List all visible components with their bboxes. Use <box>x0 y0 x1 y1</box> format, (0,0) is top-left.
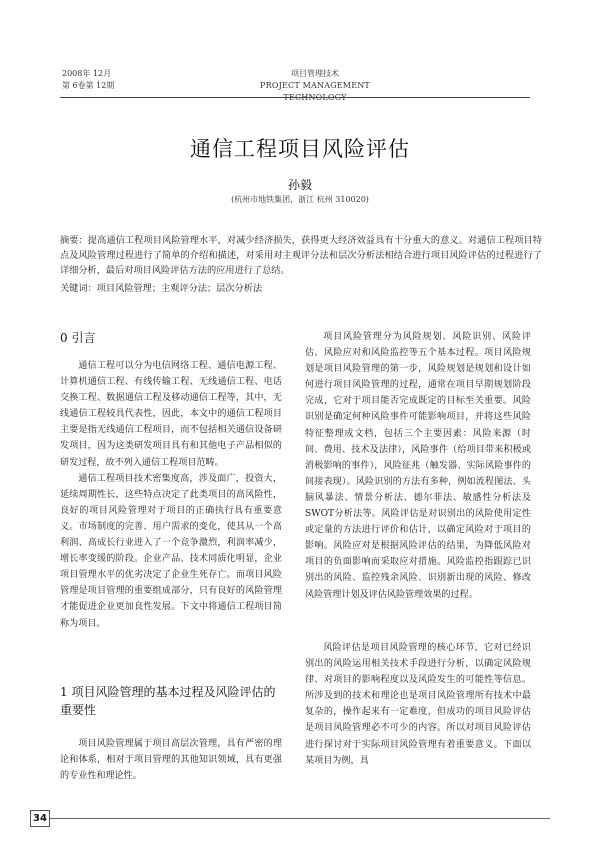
left-column-body-2 <box>60 736 282 784</box>
paragraph-risk-assessment: 风险评估是项目风险管理的核心环节，它对已经识别出的风险运用相关技术手段进行分析，以确定风险规律、对项目的影响程度以及风险发生的可能性等信息。所涉及到的技术和理论也是项目风险管理所有技术中最复杂的，操作起来有一定难度，但成功的项目风险评估是项目风险管理必不可少的内容。所以对项目风险评估进行探讨对于实际项目风险管理有着重要意义。下面以某项目为例，具 <box>305 643 531 766</box>
right-column-body <box>305 329 531 603</box>
journal-name-cn: 项目管理技术 <box>291 69 339 78</box>
issue-line-2: 第 6卷第 12期 <box>62 81 115 90</box>
right-column-body-2 <box>305 640 531 769</box>
keywords: 关键词：项目风险管理；主观评分法；层次分析法 <box>60 283 263 294</box>
paragraph-intro-2: 通信工程项目技术密集度高，涉及面广，投资大，延续周期性长，这些特点决定了此类项目的高风险性，良好的项目风险管理对于项目的正确执行具有重要意义。市场制度的完善、用户需求的变化，使其从一个高利润、高成长行业进入了一个竞争激烈，利润率减少，增长率变缓的阶段。企业产品、技术同质化明显，企业项目管理水平的优劣决定了企业生死存亡。而项目风险管理是项目管理的重要组成部分，只有良好的风险管理才能促进企业更加良性发展。下文中将通信工程项目简称为项目。 <box>60 473 282 629</box>
section-1-heading: 1 项目风险管理的基本过程及风险评估的重要性 <box>60 685 276 717</box>
footer-divider <box>50 818 550 819</box>
journal-name <box>230 68 400 104</box>
author-affiliation: (杭州市地铁集团，浙江 杭州 310020) <box>231 195 369 204</box>
paragraph-risk-process: 项目风险管理分为风险规划、风险识别、风险评估、风险应对和风险监控等五个基本过程。项目风险规划是项目风险管理的第一步，风险规划是规划和设计如何进行项目风险管理的过程，通常在项目早期规划阶段完成，它对于项目能否完成既定的目标至关重要。风险识别是确定何种风险事件可能影响项目，并将这些风险特征整理成文档，包括三个主要因素：风险来源（时间、费用、技术及法律），风险事件（给项目带来积极或消极影响的事件），风险征兆（触发器、实际风险事件的间接表现）。风险识别的方法有多种，例如流程图法、头脑风暴法、情景分析法、德尔菲法、敏感性分析法及 SWOT分析法等。风险评估是对识别出的风险使用定性或定量的方法进行评价和估计，以确定风险对于项目的影响。风险应对是根据风险评估的结果，为降低风险对项目的负面影响而采取应对措施。风险监控指跟踪已识别出的风险、监控残余风险、识别新出现的风险、修改风险管理计划及评估风险管理效果的过程。 <box>305 332 531 600</box>
header-divider <box>60 97 530 98</box>
left-column-body <box>60 358 282 632</box>
page-number: 34 <box>30 810 50 827</box>
article-author: 孙毅 <box>287 178 312 192</box>
paragraph-intro-1: 通信工程可以分为电信网络工程、通信电源工程、计算机通信工程、有线传输工程、无线通信工程、电话交换工程、数据通信工程及移动通信工程等，其中，无线通信工程较具代表性，因此，本文中的通信工程项目主要是指无线通信工程项目，而不包括相关通信设备研发项目，因为这类研发项目具有和其他电子产品相似的研发过程，故不列入通信工程项目范畴。 <box>60 361 282 468</box>
abstract: 摘要：提高通信工程项目风险管理水平，对减少经济损失，获得更大经济效益具有十分重大的意义。对通信工程项目特点及风险管理过程进行了简单的介绍和描述，对采用对主观评分法和层次分析法相结合进行项目风险评估的过程进行了详细分析，最后对项目风险评估方法的应用进行了总结。 <box>60 235 542 276</box>
journal-name-en: PROJECT MANAGEMENT TECHNOLOGY <box>260 81 370 102</box>
issue-info <box>62 68 114 92</box>
paragraph-sec1-1: 项目风险管理属于项目高层次管理，具有严密的理论和体系，相对于项目管理的其他知识领域，具有更强的专业性和理论性。 <box>60 739 282 782</box>
section-0-heading: 0 引言 <box>60 331 96 345</box>
article-title: 通信工程项目风险评估 <box>190 137 410 161</box>
issue-line-1: 2008年 12月 <box>62 69 112 78</box>
